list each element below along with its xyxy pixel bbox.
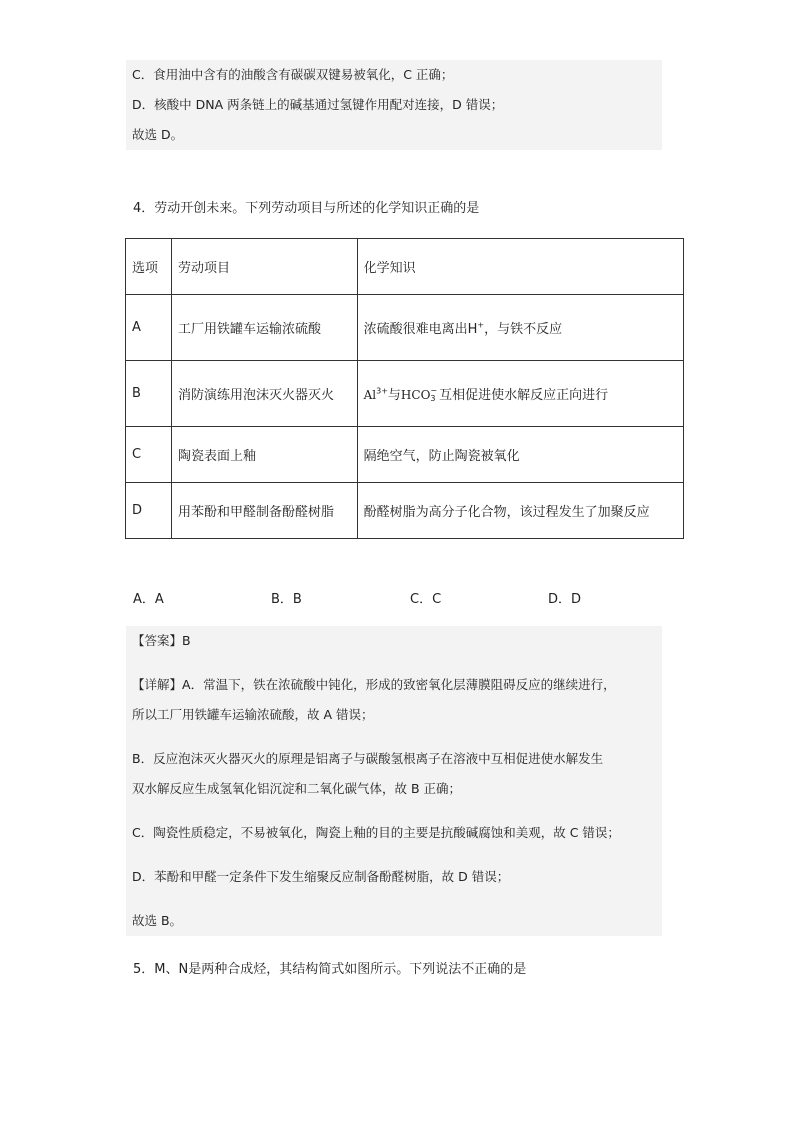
charge-superscript: 3+: [376, 386, 388, 396]
knowledge-text: ，与铁不反应: [484, 322, 563, 337]
knowledge-text: 互相促进使水解反应正向进行: [439, 387, 609, 403]
table-header-row: [126, 239, 684, 295]
answer-choices: [133, 588, 693, 610]
row-knowledge: 酚醛树脂为高分子化合物，该过程发生了加聚反应: [357, 483, 683, 539]
row-knowledge: [357, 361, 683, 427]
row-task: 工厂用铁罐车运输浓硫酸: [171, 295, 357, 361]
answer-label: 【答案】: [132, 633, 183, 648]
question-4-stem: 4．劳动开创未来。下列劳动项目与所述的化学知识正确的是: [133, 201, 480, 216]
table-row: [126, 427, 684, 483]
detail-label: 【详解】: [132, 677, 183, 692]
detail-line: [126, 670, 662, 700]
row-task: 陶瓷表面上釉: [171, 427, 357, 483]
table-row: [126, 295, 684, 361]
row-option: D: [126, 483, 172, 539]
connector-text: 与: [387, 387, 401, 403]
bicarbonate-ion: HCO: [400, 387, 431, 402]
table-row: [126, 483, 684, 539]
ion-scripts: [430, 387, 437, 403]
answer-explanation-block: [126, 626, 662, 936]
row-option: A: [126, 295, 172, 361]
answer-line: [126, 626, 662, 656]
detail-line: 双水解反应生成氢氧化铝沉淀和二氧化碳气体，故 B 正确；: [132, 781, 462, 796]
row-knowledge: 隔绝空气，防止陶瓷被氧化: [357, 427, 683, 483]
header-option: 选项: [126, 239, 172, 295]
detail-line: 所以工厂用铁罐车运输浓硫酸，故 A 错误；: [132, 707, 374, 722]
detail-text: A．常温下，铁在浓硫酸中钝化，形成的致密氧化层薄膜阻碍反应的继续进行，: [182, 677, 616, 692]
choice-a[interactable]: A．A: [133, 592, 164, 607]
row-knowledge: [357, 295, 683, 361]
header-knowledge: 化学知识: [357, 239, 683, 295]
table-row: [126, 361, 684, 427]
detail-line: D．苯酚和甲醛一定条件下发生缩聚反应制备酚醛树脂，故 D 错误；: [132, 869, 510, 884]
prev-explanation-line: D．核酸中 DNA 两条链上的碱基通过氢键作用配对连接，D 错误；: [132, 97, 504, 112]
choice-c[interactable]: C．C: [410, 592, 442, 607]
header-task: 劳动项目: [171, 239, 357, 295]
choice-b[interactable]: B．B: [271, 592, 302, 607]
detail-conclusion: 故选 B。: [132, 913, 183, 928]
row-task: 用苯酚和甲醛制备酚醛树脂: [171, 483, 357, 539]
detail-line: B．反应泡沫灭火器灭火的原理是铝离子与碳酸氢根离子在溶液中互相促进使水解发生: [132, 751, 604, 766]
count-subscript: 3: [430, 394, 436, 404]
prev-explanation-line: C．食用油中含有的油酸含有碳碳双键易被氧化，C 正确；: [132, 67, 454, 82]
row-option: B: [126, 361, 172, 427]
prev-conclusion: 故选 D。: [132, 127, 184, 142]
row-task: 消防演练用泡沫灭火器灭火: [171, 361, 357, 427]
row-option: C: [126, 427, 172, 483]
charge-superscript: +: [477, 320, 485, 330]
answer-value: B: [182, 633, 191, 648]
detail-line: C．陶瓷性质稳定，不易被氧化，陶瓷上釉的目的主要是抗酸碱腐蚀和美观，故 C 错误；: [132, 825, 620, 840]
question-5-stem: 5．M、N是两种合成烃，其结构简式如图所示。下列说法不正确的是: [133, 962, 527, 977]
prev-explanation-block: [126, 60, 662, 150]
aluminum-ion: Al: [363, 387, 377, 402]
knowledge-text: 浓硫酸很难电离出H: [363, 322, 478, 337]
knowledge-table: [125, 238, 684, 539]
charge-superscript: −: [430, 386, 438, 396]
choice-d[interactable]: D．D: [548, 592, 582, 607]
